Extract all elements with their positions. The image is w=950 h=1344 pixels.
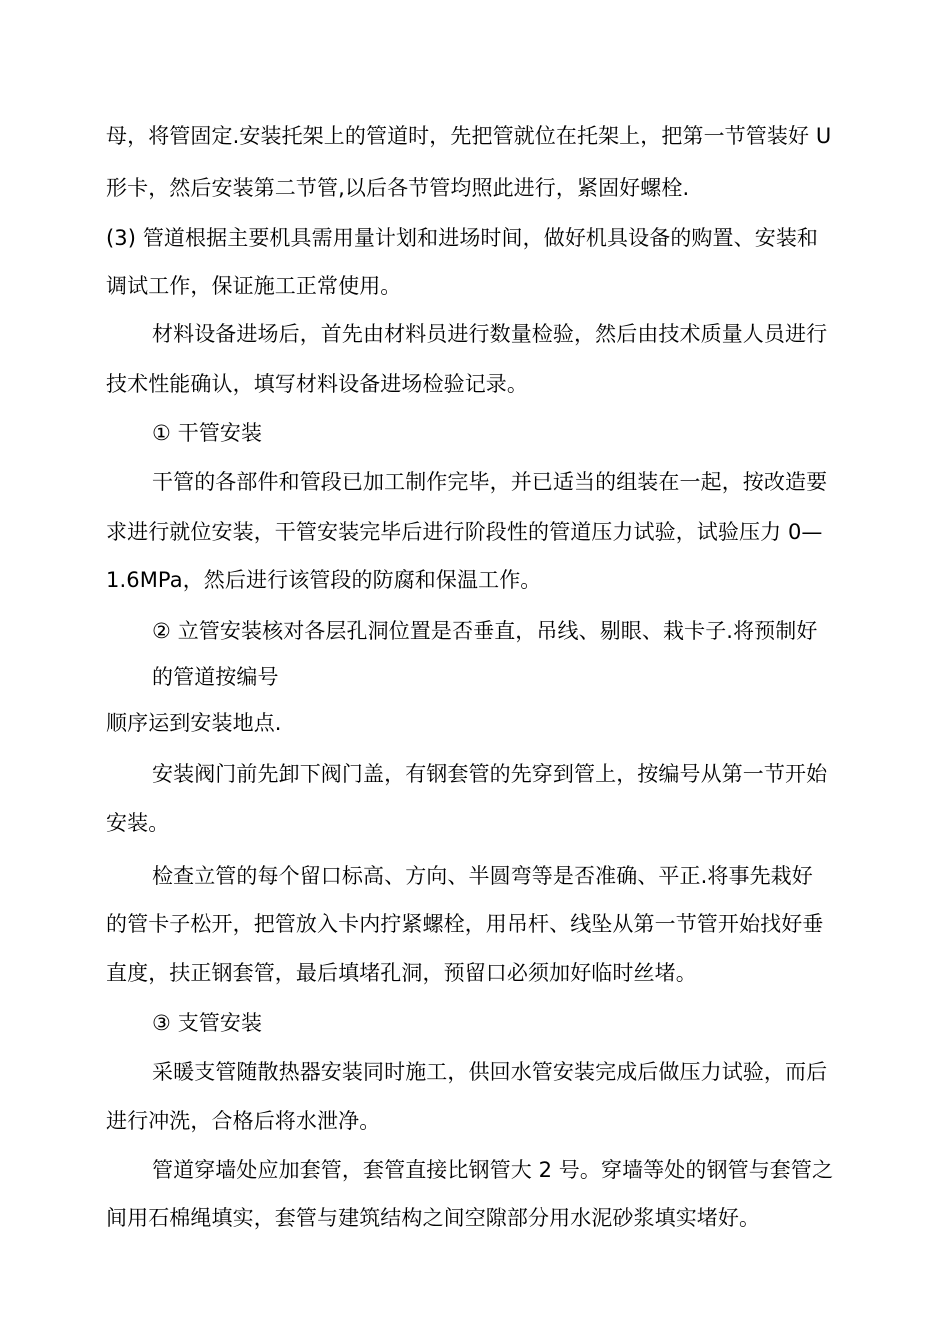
text-line: 技术性能确认，填写材料设备进场检验记录。	[106, 372, 528, 396]
text-line: 调试工作，保证施工正常使用。	[106, 274, 402, 298]
text-line: 间用石棉绳填实，套管与建筑结构之间空隙部分用水泥砂浆填实堵好。	[106, 1206, 761, 1230]
text-line: (3) 管道根据主要机具需用量计划和进场时间，做好机具设备的购置、安装和	[106, 226, 819, 250]
text-line: 顺序运到安装地点.	[106, 711, 282, 735]
text-line: 检查立管的每个留口标高、方向、半圆弯等是否准确、平正.将事先栽好	[152, 864, 813, 888]
text-line: 的管道按编号	[152, 665, 279, 689]
text-line: 母，将管固定.安装托架上的管道时，先把管就位在托架上，把第一节管装好 U	[106, 124, 832, 148]
section-heading: ② 立管安装核对各层孔洞位置是否垂直，吊线、剔眼、栽卡子.将预制好	[152, 619, 818, 643]
text-line: 安装阀门前先卸下阀门盖，有钢套管的先穿到管上，按编号从第一节开始	[152, 762, 828, 786]
text-line: 干管的各部件和管段已加工制作完毕，并已适当的组装在一起，按改造要	[152, 470, 828, 494]
text-line: 安装。	[106, 811, 170, 835]
section-heading: ① 干管安装	[152, 421, 263, 445]
text-line: 形卡，然后安装第二节管,以后各节管均照此进行，紧固好螺栓.	[106, 176, 690, 200]
text-line: 管道穿墙处应加套管，套管直接比钢管大 2 号。穿墙等处的钢管与套管之	[152, 1158, 834, 1182]
text-line: 材料设备进场后，首先由材料员进行数量检验，然后由技术质量人员进行	[152, 322, 828, 346]
text-line: 进行冲洗，合格后将水泄净。	[106, 1109, 381, 1133]
text-line: 直度，扶正钢套管，最后填堵孔洞，预留口必须加好临时丝堵。	[106, 961, 697, 985]
text-line: 求进行就位安装，干管安装完毕后进行阶段性的管道压力试验，试验压力 0—	[106, 520, 823, 544]
text-line: 1.6MPa，然后进行该管段的防腐和保温工作。	[106, 568, 542, 592]
text-line: 的管卡子松开，把管放入卡内拧紧螺栓，用吊杆、线坠从第一节管开始找好垂	[106, 912, 824, 936]
section-heading: ③ 支管安装	[152, 1011, 263, 1035]
text-line: 采暖支管随散热器安装同时施工，供回水管安装完成后做压力试验，而后	[152, 1060, 828, 1084]
